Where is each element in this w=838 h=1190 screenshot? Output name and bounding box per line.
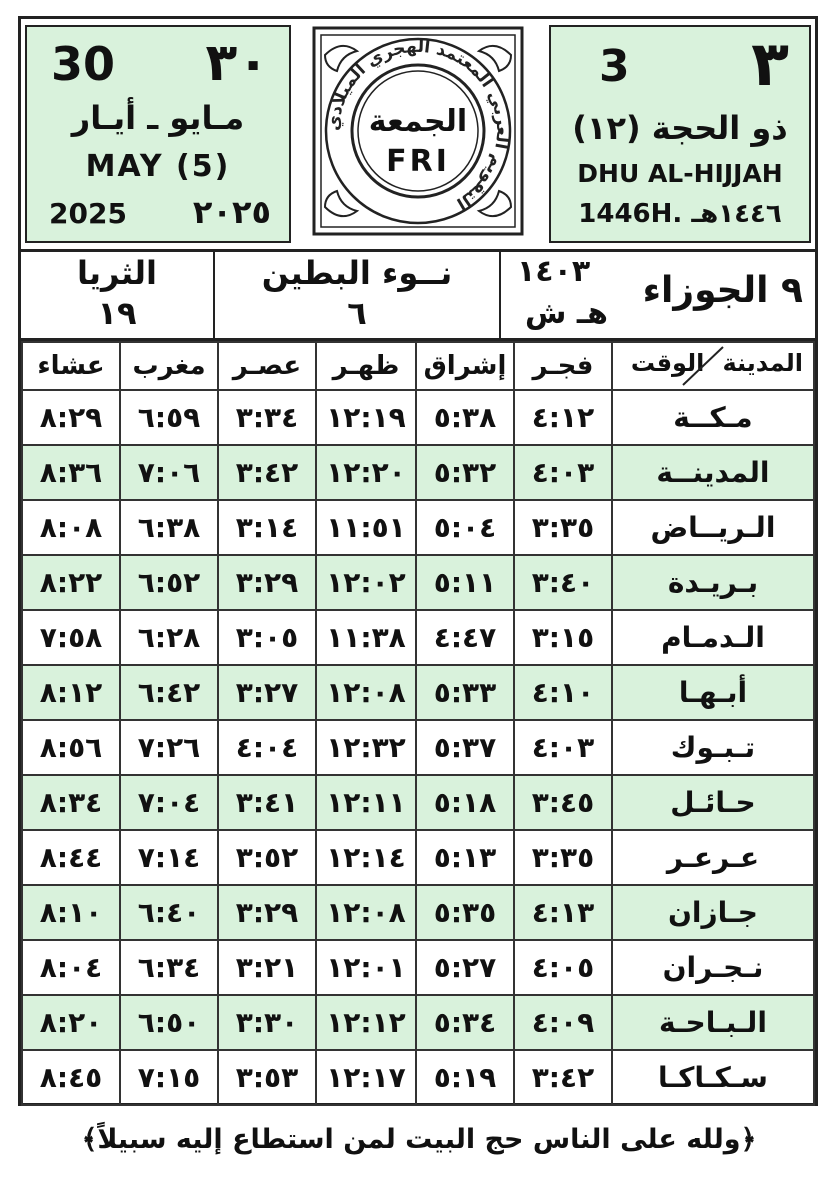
city-name: حـائـل <box>612 775 814 830</box>
prayer-time-cell: ٤:٠٤ <box>218 720 316 775</box>
table-row <box>22 500 814 555</box>
prayer-time-cell: ٣:٤٠ <box>514 555 612 610</box>
prayer-time-cell: ٤:٠٣ <box>514 445 612 500</box>
table-row <box>22 555 814 610</box>
prayer-time-cell: ٥:١٨ <box>416 775 514 830</box>
gregorian-day-latin: 30 <box>51 37 116 91</box>
prayer-time-cell: ٥:٣٣ <box>416 665 514 720</box>
prayer-time-cell: ٦:٤٠ <box>120 885 218 940</box>
naw-number: ٦ <box>347 294 367 332</box>
asr-header: عصـر <box>218 342 316 390</box>
prayer-time-cell: ٤:٤٧ <box>416 610 514 665</box>
center-day-english: FRI <box>386 144 450 179</box>
prayer-time-cell: ٤:٠٥ <box>514 940 612 995</box>
city-header-label: المدينة <box>722 349 803 377</box>
prayer-time-cell: ٣:١٥ <box>514 610 612 665</box>
hijri-month-english: DHU AL-HIJJAH <box>577 159 783 188</box>
prayer-time-cell: ٨:٣٤ <box>22 775 120 830</box>
prayer-time-cell: ٨:٥٦ <box>22 720 120 775</box>
table-row <box>22 775 814 830</box>
prayer-times-table <box>21 341 815 1106</box>
prayer-time-cell: ٨:٤٤ <box>22 830 120 885</box>
prayer-time-cell: ٤:١٢ <box>514 390 612 445</box>
city-name: عـرعـر <box>612 830 814 885</box>
prayer-time-cell: ٣:٢٧ <box>218 665 316 720</box>
prayer-time-cell: ٣:٤٢ <box>218 445 316 500</box>
city-name: الـبـاحـة <box>612 995 814 1050</box>
hijri-year: 1446H. ١٤٤٦هـ <box>578 199 782 229</box>
table-row <box>22 665 814 720</box>
prayer-time-cell: ٣:٣٠ <box>218 995 316 1050</box>
maghrib-header: مغرب <box>120 342 218 390</box>
prayer-time-cell: ٧:٥٨ <box>22 610 120 665</box>
prayer-time-cell: ٦:٣٨ <box>120 500 218 555</box>
prayer-time-cell: ٣:٣٥ <box>514 500 612 555</box>
gregorian-day-arabic: ٣٠ <box>205 33 269 93</box>
gregorian-date-box <box>25 25 291 243</box>
prayer-time-cell: ١٢:٠٨ <box>316 885 416 940</box>
prayer-time-cell: ٣:٢٩ <box>218 555 316 610</box>
prayer-time-cell: ٣:٤١ <box>218 775 316 830</box>
prayer-time-cell: ٥:٣٤ <box>416 995 514 1050</box>
prayer-time-cell: ٣:٥٣ <box>218 1050 316 1105</box>
prayer-time-cell: ٧:٠٤ <box>120 775 218 830</box>
prayer-time-cell: ٥:٣٨ <box>416 390 514 445</box>
isha-header: عشاء <box>22 342 120 390</box>
city-name: مـكــة <box>612 390 814 445</box>
prayer-time-cell: ٨:٣٦ <box>22 445 120 500</box>
gregorian-year-latin: 2025 <box>49 197 127 230</box>
header-diagonal-divider <box>613 343 811 389</box>
naw-cell <box>213 252 501 338</box>
gregorian-year-arabic: ٢٠٢٥ <box>192 193 271 231</box>
shuruq-header: إشراق <box>416 342 514 390</box>
prayer-time-cell: ٦:٢٨ <box>120 610 218 665</box>
city-time-header <box>612 342 814 390</box>
prayer-time-cell: ١٢:٢٠ <box>316 445 416 500</box>
prayer-time-cell: ٥:١٣ <box>416 830 514 885</box>
prayer-time-cell: ١٢:٣٢ <box>316 720 416 775</box>
prayer-time-cell: ٧:١٥ <box>120 1050 218 1105</box>
center-day-arabic: الجمعة <box>368 104 468 139</box>
prayer-time-cell: ٣:٢١ <box>218 940 316 995</box>
hijri-month-arabic: ذو الحجة (١٢) <box>572 109 788 147</box>
prayer-time-cell: ٨:٢٩ <box>22 390 120 445</box>
header-section <box>21 19 815 249</box>
city-name: الـريــاض <box>612 500 814 555</box>
prayer-time-cell: ٥:٢٧ <box>416 940 514 995</box>
naw-name: نــوء البطين <box>261 254 453 292</box>
table-row <box>22 390 814 445</box>
city-name: المدينــة <box>612 445 814 500</box>
prayer-time-cell: ١١:٣٨ <box>316 610 416 665</box>
table-row <box>22 720 814 775</box>
prayer-time-cell: ٦:٥٠ <box>120 995 218 1050</box>
table-row <box>22 1050 814 1105</box>
prayer-time-cell: ٤:٠٣ <box>514 720 612 775</box>
prayer-time-cell: ٦:٥٢ <box>120 555 218 610</box>
prayer-time-cell: ٨:٠٤ <box>22 940 120 995</box>
prayer-time-cell: ٧:١٤ <box>120 830 218 885</box>
astronomy-info-row <box>21 249 815 341</box>
gregorian-month-arabic: مـايو ـ أيـار <box>71 99 245 137</box>
prayer-time-cell: ٨:٢٢ <box>22 555 120 610</box>
table-header-row <box>22 342 814 390</box>
season-cell <box>501 252 815 338</box>
prayer-time-cell: ٥:٣٥ <box>416 885 514 940</box>
prayer-time-cell: ٦:٣٤ <box>120 940 218 995</box>
prayer-time-cell: ٣:١٤ <box>218 500 316 555</box>
prayer-time-cell: ١٢:٠٨ <box>316 665 416 720</box>
city-name: الـدمـام <box>612 610 814 665</box>
day-seal <box>311 25 525 237</box>
prayer-time-cell: ٨:١٢ <box>22 665 120 720</box>
city-name: سـكـاكـا <box>612 1050 814 1105</box>
prayer-time-cell: ١٢:١٢ <box>316 995 416 1050</box>
table-row <box>22 885 814 940</box>
prayer-time-cell: ٤:١٣ <box>514 885 612 940</box>
table-row <box>22 610 814 665</box>
prayer-time-cell: ٣:٢٩ <box>218 885 316 940</box>
table-row <box>22 445 814 500</box>
prayer-time-cell: ١٢:١٩ <box>316 390 416 445</box>
star-name: الثريا <box>77 254 157 292</box>
prayer-time-cell: ١١:٥١ <box>316 500 416 555</box>
prayer-time-cell: ٨:١٠ <box>22 885 120 940</box>
seal-ornament-icon <box>311 25 525 237</box>
prayer-time-cell: ٣:٤٢ <box>514 1050 612 1105</box>
time-header-label: الوقت <box>630 349 705 377</box>
prayer-time-cell: ٥:٣٧ <box>416 720 514 775</box>
hijri-day-arabic: ٣ <box>751 27 789 100</box>
city-name: أبـهـا <box>612 665 814 720</box>
city-name: بـريـدة <box>612 555 814 610</box>
table-row <box>22 940 814 995</box>
prayer-time-cell: ١٢:١٤ <box>316 830 416 885</box>
prayer-time-cell: ٨:٢٠ <box>22 995 120 1050</box>
prayer-time-cell: ٨:٠٨ <box>22 500 120 555</box>
gregorian-month-english: MAY (5) <box>85 149 231 184</box>
prayer-time-cell: ٥:٣٢ <box>416 445 514 500</box>
prayer-time-cell: ٤:١٠ <box>514 665 612 720</box>
prayer-time-cell: ١٢:٠١ <box>316 940 416 995</box>
prayer-time-cell: ٥:١١ <box>416 555 514 610</box>
prayer-time-cell: ٦:٥٩ <box>120 390 218 445</box>
prayer-time-cell: ٣:٠٥ <box>218 610 316 665</box>
table-row <box>22 830 814 885</box>
prayer-time-cell: ١٢:١١ <box>316 775 416 830</box>
prayer-time-cell: ٧:٠٦ <box>120 445 218 500</box>
seal-ring-text: التقويم العربي المعتمد الهجري الميلادي <box>323 36 513 214</box>
season-name: ٩ الجوزاء <box>642 270 803 311</box>
prayer-time-cell: ٦:٤٢ <box>120 665 218 720</box>
quran-verse-footer: ﴿ولله على الناس حج البيت لمن استطاع إليه سبيلاً﴾ <box>81 1124 757 1155</box>
hijri-day-latin: 3 <box>599 41 630 92</box>
city-name: جـازان <box>612 885 814 940</box>
prayer-time-cell: ١٢:٠٢ <box>316 555 416 610</box>
prayer-time-cell: ٣:٤٥ <box>514 775 612 830</box>
prayer-time-cell: ٤:٠٩ <box>514 995 612 1050</box>
prayer-time-cell: ٥:٠٤ <box>416 500 514 555</box>
table-row <box>22 995 814 1050</box>
prayer-time-cell: ١٢:١٧ <box>316 1050 416 1105</box>
solar-year: ١٤٠٣ <box>517 254 591 289</box>
prayer-time-cell: ٣:٥٢ <box>218 830 316 885</box>
fajr-header: فجـر <box>514 342 612 390</box>
star-number: ١٩ <box>97 294 137 332</box>
star-cell <box>21 252 213 338</box>
prayer-time-cell: ٧:٢٦ <box>120 720 218 775</box>
dhuhr-header: ظهـر <box>316 342 416 390</box>
prayer-time-cell: ٣:٣٤ <box>218 390 316 445</box>
hijri-date-box <box>549 25 811 243</box>
prayer-time-cell: ٣:٣٥ <box>514 830 612 885</box>
city-name: تـبـوك <box>612 720 814 775</box>
city-name: نـجـران <box>612 940 814 995</box>
calendar-page <box>18 16 818 1106</box>
prayer-time-cell: ٨:٤٥ <box>22 1050 120 1105</box>
prayer-time-cell: ٥:١٩ <box>416 1050 514 1105</box>
solar-year-suffix: هـ ش <box>525 296 608 331</box>
